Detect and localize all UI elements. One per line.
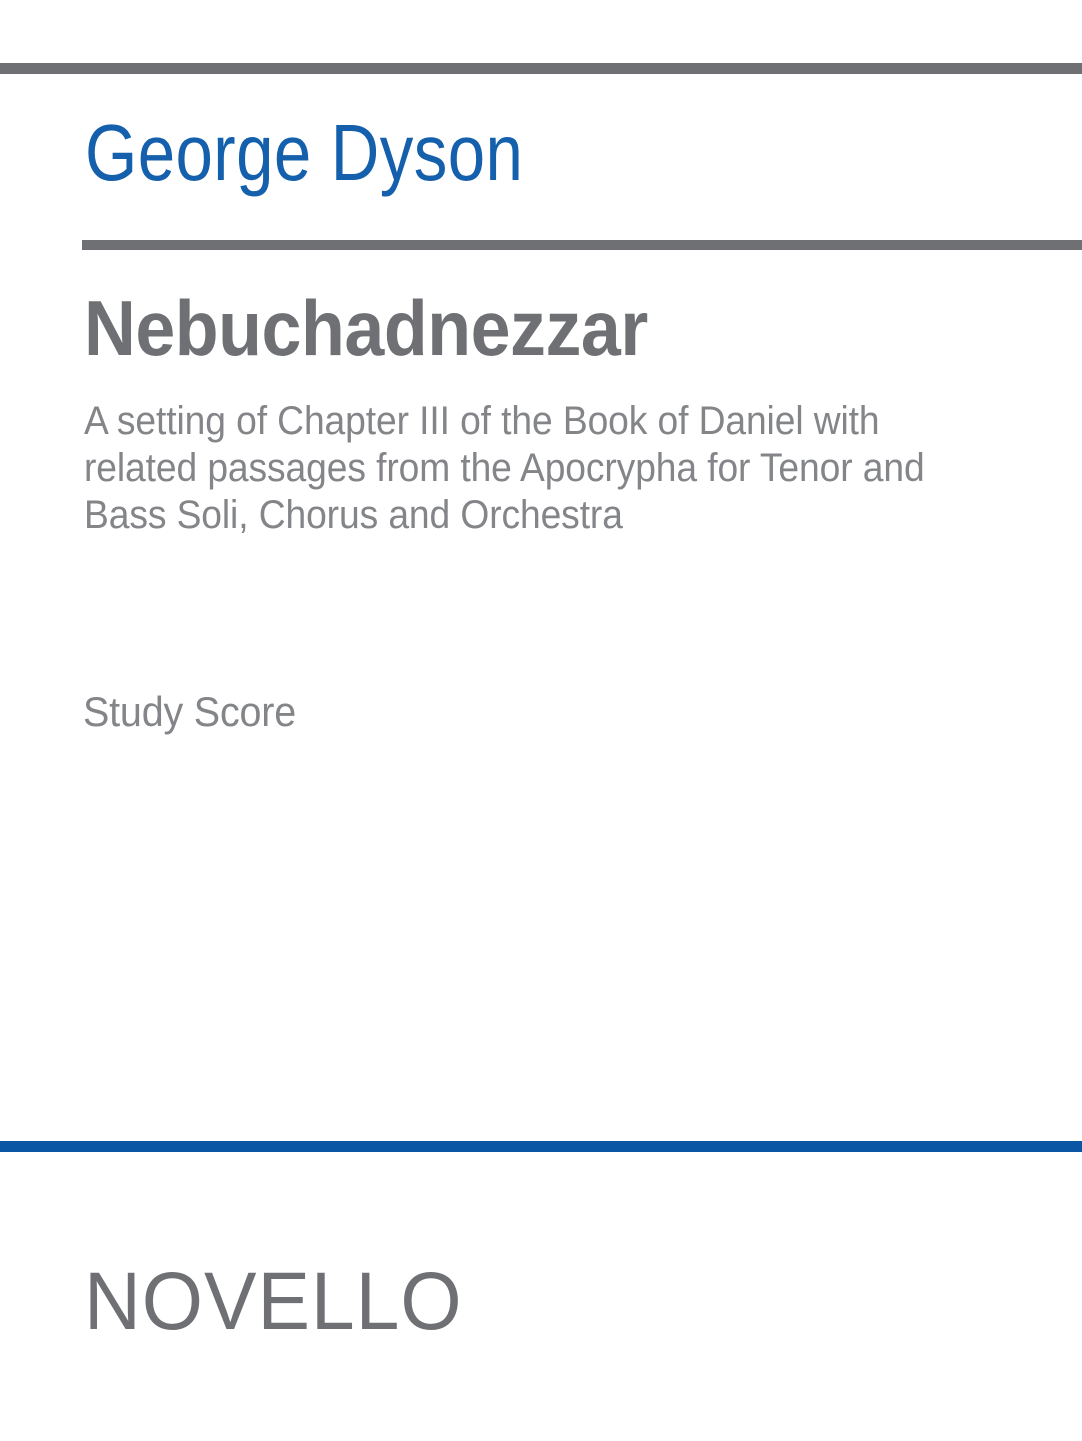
subtitle-line-1: A setting of Chapter III of the Book of Daniel with (84, 399, 880, 443)
page-title: Nebuchadnezzar (84, 284, 648, 372)
top-divider-rule (0, 63, 1082, 74)
composer-name: George Dyson (85, 108, 524, 197)
subtitle-line-2: related passages from the Apocrypha for Tenor and (84, 446, 925, 490)
subtitle-block (84, 398, 925, 539)
composer-divider-rule (82, 240, 1082, 250)
score-type-label: Study Score (83, 688, 296, 735)
publisher-wordmark: NOVELLO (84, 1256, 463, 1347)
subtitle-line-3: Bass Soli, Chorus and Orchestra (84, 493, 623, 537)
publisher-divider-rule (0, 1141, 1082, 1152)
